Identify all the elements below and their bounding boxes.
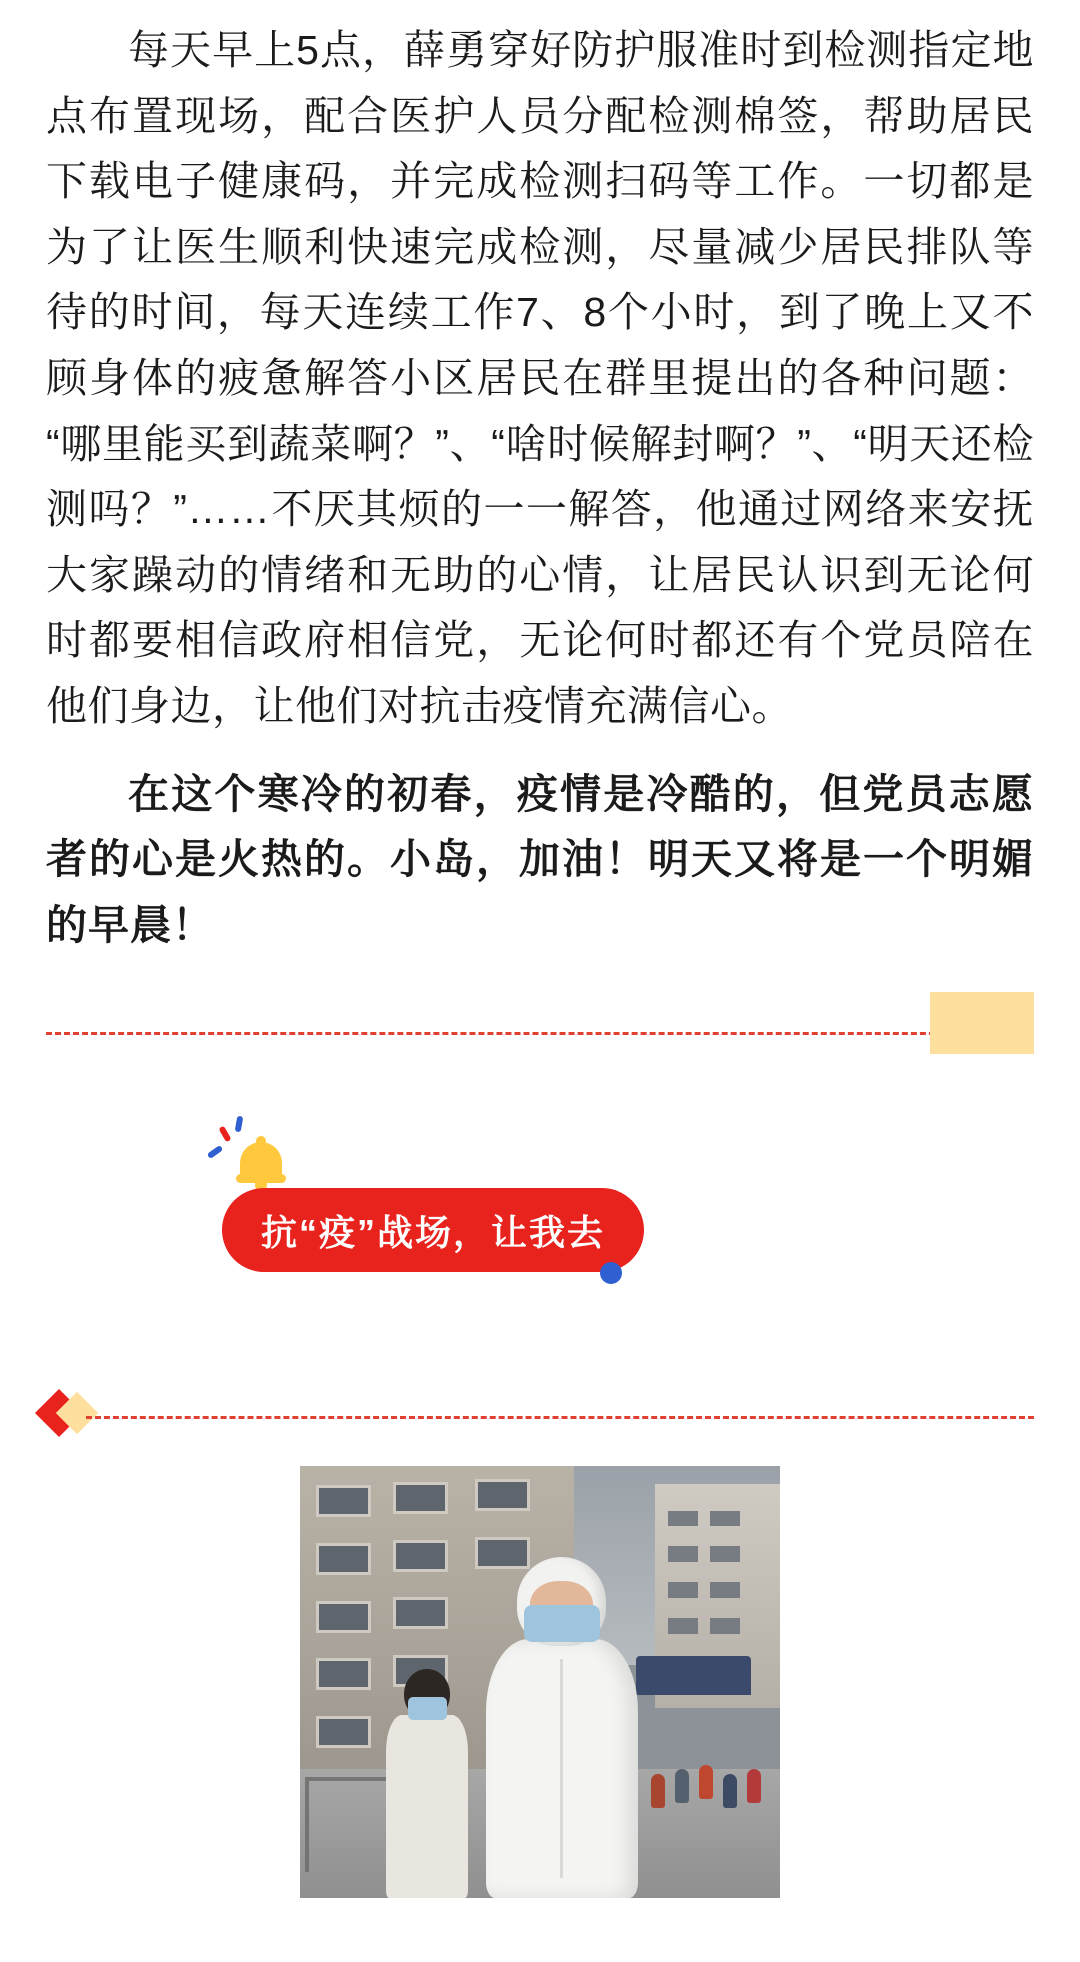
photo-container [0,1466,1080,1898]
photo-queue-person [723,1774,737,1808]
photo-queue-person [747,1769,761,1803]
paragraph-1: 每天早上5点，薛勇穿好防护服准时到检测指定地点布置现场，配合医护人员分配检测棉签，帮助居民下载电子健康码，并完成检测扫码等工作。一切都是为了让医生顺利快速完成检测，尽量减少居民排队等待的时间，每天连续工作7、8个小时，到了晚上又不顾身体的疲惫解答小区居民在群里提出的各种问题：“哪里能买到蔬菜啊？”、“啥时候解封啊？”、“明天还检测吗？”……不厌其烦的一一解答，他通过网络来安抚大家躁动的情绪和无助的心情，让居民认识到无论何时都要相信政府相信党，无论何时都还有个党员陪在他们身边，让他们对抗击疫情充满信心。 [46,27,1034,729]
photo-queue-person [651,1774,665,1808]
photo-tent [636,1656,751,1695]
article-body [0,0,1080,958]
paragraph-2: 在这个寒冷的初春，疫情是冷酷的，但党员志愿者的心是火热的。小岛，加油！明天又将是一个明媚的早晨！ [46,770,1034,948]
yellow-accent-block [930,992,1034,1054]
dashed-line-top [46,1032,1034,1035]
section-banner-area [0,1110,1080,1380]
section-banner [222,1188,644,1272]
article-photo [300,1466,780,1898]
photo-queue-person [699,1765,713,1799]
spark-icon-blue [207,1145,224,1159]
spark-icon-red [218,1126,231,1143]
photo-person-secondary [386,1669,468,1898]
dashed-line-bottom [86,1416,1034,1419]
bell-icon [232,1128,290,1190]
photo-queue-person [675,1769,689,1803]
photo-person-main [482,1557,640,1898]
section-banner-label: 抗“疫”战场，让我去 [260,1211,605,1253]
blue-dot-decoration [600,1262,622,1284]
divider-with-diamond [0,1388,1080,1448]
divider-with-accent [0,984,1080,1080]
